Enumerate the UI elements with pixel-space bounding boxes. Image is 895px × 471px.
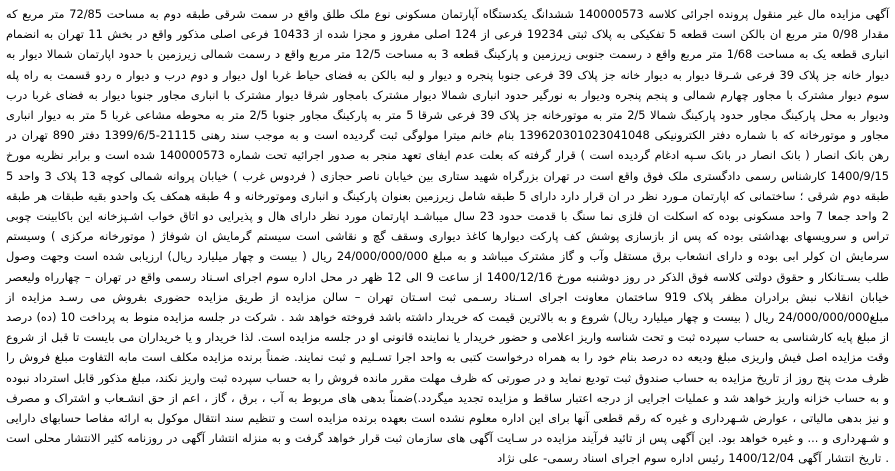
auction-notice-text: آگهی مزایده مال غیر منقول پرونده اجرائی کلاسه 140000573 ششدانگ یکدستگاه آپارتمان مسکونی نوع ملک طلق واقع در سمت شرقی طبقه دوم به مساحت 72/85 متر مربع که مقدار 0/98 متر مربع ان بالکن است قطعه 5 تفکیکی به پلاک ثبتی 19234 فرعی از 124 اصلی مفروز و مجزا شده از 10433 فرعی اصلی مذکور واقع در بخش 11 تهران به انضمام انباری قطعه یک به مساحت 1/68 متر مربع واقع د رسمت جنوبی زیرزمین و پارکینگ قطعه 3 به مساحت 12/5 متر مربع واقع د رسمت شمالی زیرزمین با حدود اپارتمان شمالا دیوار به دیوار خانه جز پلاک 39 فرعی شـرقا دیوار به دیوار خانه جز پلاک 39 فرعی جنوبا پنجره و دیوار و لبه بالکن به فضای حیاط غربا اول دیوار و دوم درب و دیوار ه ردو قسمت به راه پله سوم دیوار مشترک با مجاور چهارم شمالی و پنجم پنجره ودیوار به نورگیر حدود انباری شمالا دیوار مشترک بامجاور شرقا دیوار مشترک با انباری مجاور جنوبا دیوار به فضای غربا درب ودیوار به محل پارکینگ مجاور حدود پارکینگ شمالا 2/5 متر به موتورخانه جز پلاک 39 فرعی شرقا 5 متر به پارکینگ مجاور جنوبا 2/5 متر به محوطه مشاعی غربا 5 متر به دیوار انباری مجاور و موتورخانه که با شماره دفتر الکترونیکی 139620301023041048 بنام خانم میترا مولوگی ثبت گردیده است و به موجب سند رهنی 21115-1399/6/5 دفتر 890 تهران در رهن بانک انصار ( بانک انصار در بانک سـپه ادغام گردیده است ) قرار گرفته که بعلت عدم ایفای تعهد منجر به صدور اجرائیه تحت شماره 140000573 شده است و برابر نظریه مورخ 1400/9/15 کارشناس رسمی دادگستری ملک فوق واقع است در تهران بزرگراه شهید ستاری بین خیابان ناصر حجازی ( فردوس غرب ) خیابان پروانه شمالی کوچه 13 پلاک 3 واحد 5 طبقه دوم شرقی ؛ ساختمانی که اپارتمان مـورد نظر در ان قرار دارد دارای 5 طبقه شامل زیرزمین بعنوان پارکینگ و انباری وموتورخانه و 4 طبقه همکف یک واحدو بقیه طبقات هر طبقه 2 واحد جمعا 7 واحد مسکونی بوده که اسکلت ان فلزی نما سنگ با قدمت حدود 23 سال میباشـد اپارتمان مورد نظر دارای هال و پذیرایی دو اتاق خواب اشـپزخانه این باکابینت چوبی تراس و سرویسهای بهداشتی بوده که پس از بازسازی پوشش کف پارکت دیوارها کاغذ دیواری وسقف گچ و نقاشی است سیستم گرمایش ان شوفاژ ( موتورخانه مرکزی ) وسیستم سرمایش ان کولر ابی بوده و دارای انشعاب برق مستقل وآب و گاز مشترک میباشد و به مبلغ 24/000/000/000 ریال ( بیست و چهار میلیارد ریال) ارزیابی شده است وجهت وصول طلب بسـتانکار و حقوق دولتی کلاسه فوق الذکر در روز دوشنبه مورخ 1400/12/16 از ساعت 9 الی 12 ظهر در محل اداره سوم اجرای اسـناد رسمی واقع در تهران – چهارراه ولیعصر خیابان انقلاب نبش برادران مظفر پلاک 919 ساختمان معاونت اجرای اسـناد رسـمی ثبت اسـتان تهران – سالن مزایده از طریق مزایده حضوری بفروش می رسـد مزایده از مبلغ24/000/000/000 ریال ( بیست و چهار میلیارد ریال) شروع و به بالاترین قیمت که خریدار داشته باشد فروخته خواهد شد . شرکت در جلسه مزایده منوط به پرداخت 10 (ده) درصد از مبلغ پایه کارشناسی به حساب سپرده ثبت و تحت شناسه واریز اعلامی و حضور خریدار یا نماینده قانونی او در جلسه مزایده است. لذا خریدار و یا خریداران می بایست تا قبل از شروع وقت مزایده اصل فیش واریزی مبلغ ودیعه ده درصد بنام خود را به همراه درخواست کتبی به واحد اجرا تسـلیم و ثبت نمایند. ضمناً برنده مزایده مکلف است مابه التفاوت مبلغ فروش را ظرف مدت پنج روز از تاریخ مزایده به حساب صندوق ثبت تودیع نماید و در صورتی که ظرف مهلت مقرر مانده فروش را به حساب سپرده ثبت واریز نکند، مبلغ مذکور قابل استرداد نبوده و به حساب خزانه واریز خواهد شد و عملیات اجرایی از درجه اعتبار ساقط و مزایده تجدید میگردد.)ضمناً بدهی های مربوط به آب ، برق ، گاز ، اعم از حق انشـعاب و اشتراک و مصرف و نیز بدهی مالیاتی ، عوارض شـهرداری و غیره که رقم قطعی آنها برای این اداره معلوم نشده است بعهده برنده مزایده است و تنظیم سند انتقال موکول به ارائه مفاصا حسابهای دارایی و شـهرداری و ... و غیره خواهد بود. این آگهی پس از تائید فرآیند مزایده در سـایت آگهی های سازمان ثبت قرار خواهد گرفت و به منزله انتشار آگهی در روزنامه کثیر الانتشار محلی است . تاریخ انتشار آگهی 1400/12/04 رئیس اداره سوم اجرای اسناد رسمی- علی نژاد: [6, 7, 890, 466]
